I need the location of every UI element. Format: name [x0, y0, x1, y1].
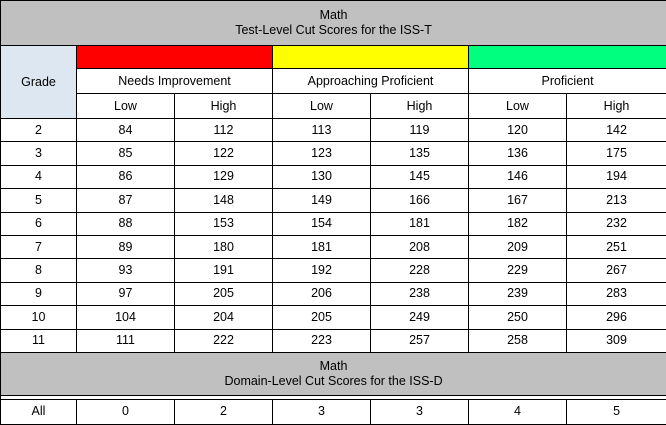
score-cell: 208: [371, 235, 469, 258]
score-cell: 191: [175, 259, 273, 282]
table-row: [1, 282, 666, 305]
score-cell: 153: [175, 212, 273, 235]
score-cell: 238: [371, 282, 469, 305]
score-cell: 120: [469, 119, 567, 142]
score-cell: 239: [469, 282, 567, 305]
score-cell: 192: [273, 259, 371, 282]
grade-header: Grade: [1, 46, 77, 119]
bottom-banner: [1, 352, 666, 395]
domain-value: 0: [77, 399, 175, 424]
level-needs-improvement: Needs Improvement: [77, 69, 273, 94]
domain-value: 3: [273, 399, 371, 424]
score-cell: 148: [175, 189, 273, 212]
low-header: Low: [469, 94, 567, 119]
score-cell: 87: [77, 189, 175, 212]
grade-cell: 9: [1, 282, 77, 305]
score-cell: 180: [175, 235, 273, 258]
score-cell: 113: [273, 119, 371, 142]
score-cell: 166: [371, 189, 469, 212]
table-row: [1, 329, 666, 352]
score-cell: 97: [77, 282, 175, 305]
score-cell: 283: [567, 282, 666, 305]
table-row: [1, 189, 666, 212]
high-header: High: [175, 94, 273, 119]
domain-row: [1, 399, 666, 424]
score-cell: 93: [77, 259, 175, 282]
bottom-banner-subtitle: Domain-Level Cut Scores for the ISS-D: [1, 374, 666, 389]
score-cell: 129: [175, 165, 273, 188]
score-cell: 175: [567, 142, 666, 165]
bottom-banner-cell: [1, 352, 666, 395]
low-high-header-row: [1, 94, 666, 119]
score-cell: 222: [175, 329, 273, 352]
score-cell: 309: [567, 329, 666, 352]
table-row: [1, 259, 666, 282]
level-header-row: [1, 69, 666, 94]
score-cell: 209: [469, 235, 567, 258]
domain-value: 5: [567, 399, 666, 424]
table-row: [1, 142, 666, 165]
score-cell: 136: [469, 142, 567, 165]
score-cell: 205: [273, 306, 371, 329]
grade-cell: 7: [1, 235, 77, 258]
score-cell: 229: [469, 259, 567, 282]
score-cell: 86: [77, 165, 175, 188]
score-cell: 249: [371, 306, 469, 329]
score-cell: 130: [273, 165, 371, 188]
grade-cell: 4: [1, 165, 77, 188]
table-row: [1, 306, 666, 329]
grade-cell: 6: [1, 212, 77, 235]
score-cell: 104: [77, 306, 175, 329]
score-cell: 194: [567, 165, 666, 188]
grade-cell: 3: [1, 142, 77, 165]
low-header: Low: [77, 94, 175, 119]
table-row: [1, 212, 666, 235]
high-header: High: [567, 94, 666, 119]
score-cell: 154: [273, 212, 371, 235]
score-cell: 146: [469, 165, 567, 188]
top-banner-subtitle: Test-Level Cut Scores for the ISS-T: [1, 23, 666, 38]
score-cell: 204: [175, 306, 273, 329]
score-cell: 257: [371, 329, 469, 352]
score-cell: 112: [175, 119, 273, 142]
low-header: Low: [273, 94, 371, 119]
score-cell: 223: [273, 329, 371, 352]
score-cell: 205: [175, 282, 273, 305]
score-cell: 142: [567, 119, 666, 142]
grade-cell: 2: [1, 119, 77, 142]
level-proficient: Proficient: [469, 69, 666, 94]
score-cell: 145: [371, 165, 469, 188]
domain-value: 4: [469, 399, 567, 424]
table-row: [1, 165, 666, 188]
score-cell: 149: [273, 189, 371, 212]
needs-improvement-swatch: [77, 46, 273, 69]
table-row: [1, 119, 666, 142]
score-cell: 85: [77, 142, 175, 165]
score-cell: 250: [469, 306, 567, 329]
score-cell: 84: [77, 119, 175, 142]
approaching-proficient-swatch: [273, 46, 469, 69]
domain-value: 3: [371, 399, 469, 424]
top-banner-subject: Math: [1, 8, 666, 23]
domain-value: 2: [175, 399, 273, 424]
table-row: [1, 235, 666, 258]
proficient-swatch: [469, 46, 666, 69]
score-cell: 206: [273, 282, 371, 305]
score-cell: 88: [77, 212, 175, 235]
grade-rows: [1, 119, 666, 353]
color-swatch-row: [1, 46, 666, 69]
grade-cell: 11: [1, 329, 77, 352]
score-cell: 119: [371, 119, 469, 142]
high-header: High: [371, 94, 469, 119]
score-cell: 135: [371, 142, 469, 165]
score-cell: 122: [175, 142, 273, 165]
grade-cell: 5: [1, 189, 77, 212]
score-cell: 267: [567, 259, 666, 282]
grade-cell: 10: [1, 306, 77, 329]
score-cell: 296: [567, 306, 666, 329]
grade-cell: 8: [1, 259, 77, 282]
score-cell: 251: [567, 235, 666, 258]
bottom-banner-subject: Math: [1, 359, 666, 374]
score-cell: 123: [273, 142, 371, 165]
domain-grade: All: [1, 399, 77, 424]
score-cell: 228: [371, 259, 469, 282]
score-cell: 89: [77, 235, 175, 258]
score-cell: 181: [273, 235, 371, 258]
score-cell: 232: [567, 212, 666, 235]
score-cell: 213: [567, 189, 666, 212]
top-banner: [1, 1, 666, 46]
score-cell: 181: [371, 212, 469, 235]
top-banner-cell: [1, 1, 666, 46]
score-cell: 111: [77, 329, 175, 352]
level-approaching-proficient: Approaching Proficient: [273, 69, 469, 94]
score-cell: 258: [469, 329, 567, 352]
score-cell: 167: [469, 189, 567, 212]
score-cell: 182: [469, 212, 567, 235]
